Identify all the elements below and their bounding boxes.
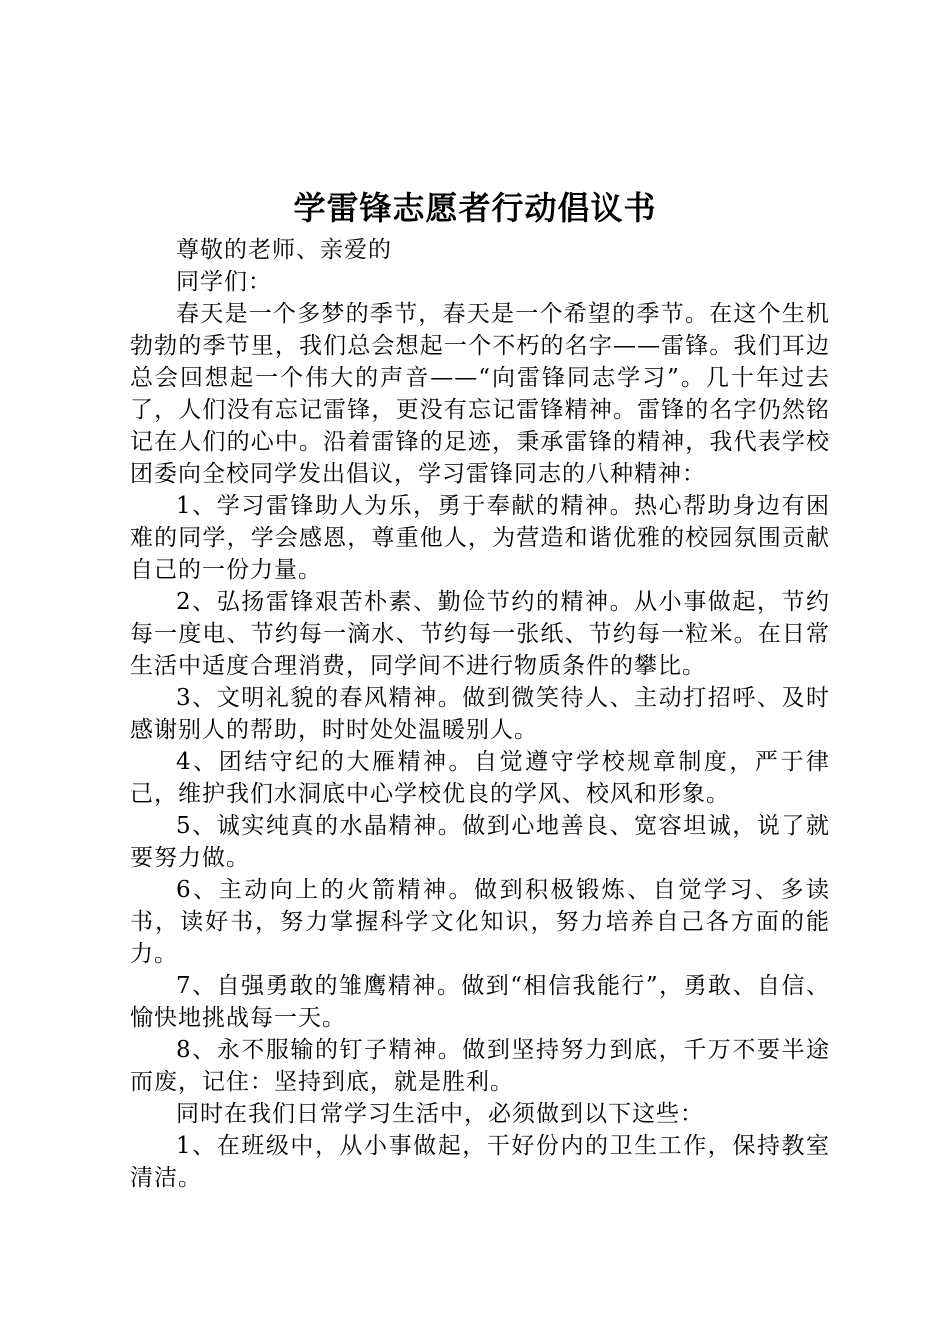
- daily-item-1: 1、在班级中，从小事做起，干好份内的卫生工作，保持教室清洁。: [130, 1133, 830, 1191]
- salutation-line-1: 尊敬的老师、亲爱的: [176, 237, 392, 263]
- spirit-item-4: 4、团结守纪的大雁精神。自觉遵守学校规章制度，严于律己，维护我们水洞底中心学校优良的学风、校风和形象。: [130, 749, 830, 807]
- daily-intro-paragraph: 同时在我们日常学习生活中，必须做到以下这些：: [176, 1101, 704, 1127]
- document-body: [130, 234, 830, 1194]
- spirit-item-6: 6、主动向上的火箭精神。做到积极锻炼、自觉学习、多读书，读好书，努力掌握科学文化知识，努力培养自己各方面的能力。: [130, 877, 830, 967]
- spirit-item-3: 3、文明礼貌的春风精神。做到微笑待人、主动打招呼、及时感谢别人的帮助，时时处处温暖别人。: [130, 685, 830, 743]
- spirit-item-2: 2、弘扬雷锋艰苦朴素、勤俭节约的精神。从小事做起，节约每一度电、节约每一滴水、节约每一张纸、节约每一粒米。在日常生活中适度合理消费，同学间不进行物质条件的攀比。: [130, 589, 830, 679]
- spirit-item-7: 7、自强勇敢的雏鹰精神。做到“相信我能行”，勇敢、自信、愉快地挑战每一天。: [130, 973, 830, 1031]
- document-title: 学雷锋志愿者行动倡议书: [293, 189, 657, 227]
- salutation-line-2: 同学们：: [176, 269, 272, 295]
- intro-paragraph: 春天是一个多梦的季节，春天是一个希望的季节。在这个生机勃勃的季节里，我们总会想起一个不朽的名字——雷锋。我们耳边总会回想起一个伟大的声音——“向雷锋同志学习”。几十年过去了，人们没有忘记雷锋，更没有忘记雷锋精神。雷锋的名字仍然铭记在人们的心中。沿着雷锋的足迹，秉承雷锋的精神，我代表学校团委向全校同学发出倡议，学习雷锋同志的八种精神：: [130, 301, 830, 487]
- spirit-item-1: 1、学习雷锋助人为乐，勇于奉献的精神。热心帮助身边有困难的同学，学会感恩，尊重他人，为营造和谐优雅的校园氛围贡献自己的一份力量。: [130, 493, 830, 583]
- spirit-item-8: 8、永不服输的钉子精神。做到坚持努力到底，千万不要半途而废，记住：坚持到底，就是胜利。: [130, 1037, 830, 1095]
- spirit-item-5: 5、诚实纯真的水晶精神。做到心地善良、宽容坦诚，说了就要努力做。: [130, 813, 830, 871]
